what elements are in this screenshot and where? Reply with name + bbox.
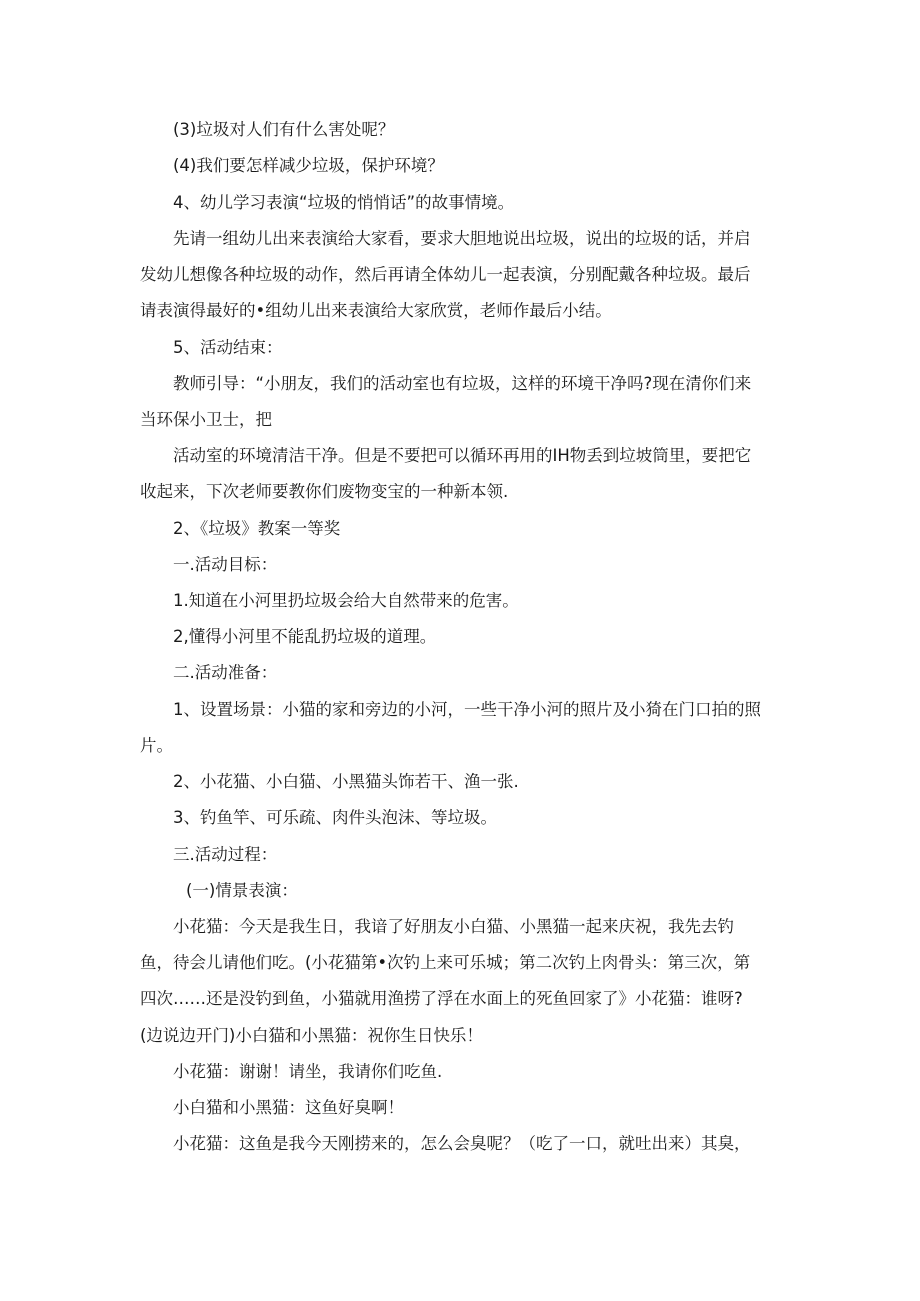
- paragraph-line: 四次……还是没钓到鱼，小猫就用渔捞了浮在水面上的死鱼回家了》小花猫：谁呀?: [140, 989, 743, 1008]
- list-item: 2、小花猫、小白猫、小黑猫头饰若干、渔一张.: [173, 772, 519, 791]
- paragraph-line: 小白猫和小黑猫：这鱼好臭啊！: [173, 1098, 404, 1117]
- sub-heading: (一)情景表演：: [186, 881, 298, 900]
- section-heading: 5、活动结束：: [173, 338, 283, 357]
- paragraph-line: 活动室的环境清洁干净。但是不要把可以循环再用的IH物丢到垃坡筒里，要把它: [173, 446, 752, 465]
- list-item: 3、钓鱼竿、可乐疏、肉件头泡沫、等垃圾。: [173, 808, 497, 827]
- paragraph-line: 当环保小卫士，把: [140, 410, 272, 429]
- paragraph-line: (4)我们要怎样减少垃圾，保护环境？: [173, 156, 444, 175]
- paragraph-line: 请表演得最好的•组幼儿出来表演给大家欣赏，老师作最后小结。: [140, 301, 612, 320]
- section-heading: 4、幼儿学习表演“垃圾的悄悄话”的故事情境。: [173, 193, 515, 212]
- paragraph-line: 片。: [140, 736, 173, 755]
- paragraph-line: (3)垃圾对人们有什么害处呢？: [173, 120, 395, 139]
- section-heading: 2、《垃圾》教案一等奖: [173, 519, 341, 538]
- paragraph-line: 鱼，待会儿请他们吃。(小花猫第•次钓上来可乐城；第二次钓上肉骨头：第三次，第: [140, 953, 751, 972]
- paragraph-line: 收起来，下次老师要教你们废物变宝的一种新本领.: [140, 482, 509, 501]
- paragraph-line: 小花猫：谢谢！请坐，我请你们吃鱼.: [173, 1062, 443, 1081]
- paragraph-line: 先请一组幼儿出来表演给大家看，要求大胆地说出垃圾，说出的垃圾的话，并启: [173, 229, 751, 248]
- section-heading: 二.活动准备：: [173, 663, 278, 682]
- paragraph-line: (边说边开门)小白猫和小黑猫：祝你生日快乐！: [140, 1026, 483, 1045]
- paragraph-line: 发幼儿想像各种垃圾的动作，然后再请全体幼儿一起表演，分别配戴各种垃圾。最后: [140, 265, 751, 284]
- paragraph-line: 小花猫：这鱼是我今天刚捞来的，怎么会臭呢？（吃了一口，就吐出来）其臭，: [173, 1134, 751, 1153]
- section-heading: 一.活动目标：: [173, 555, 278, 574]
- list-item: 1.知道在小河里扔垃圾会给大自然带来的危害。: [173, 591, 519, 610]
- list-item: 1、设置场景：小猫的家和旁边的小河，一些干净小河的照片及小猗在门口拍的照: [173, 700, 761, 719]
- paragraph-line: 小花猫：今天是我生日，我谙了好朋友小白猫、小黑猫一起来庆祝，我先去钓: [173, 917, 734, 936]
- paragraph-line: 教师引导：“小朋友，我们的活动室也有垃圾，这样的环境干净吗?现在清你们来: [173, 374, 752, 393]
- section-heading: 三.活动过程：: [173, 845, 278, 864]
- list-item: 2,懂得小河里不能乱扔垃圾的道理。: [173, 627, 437, 646]
